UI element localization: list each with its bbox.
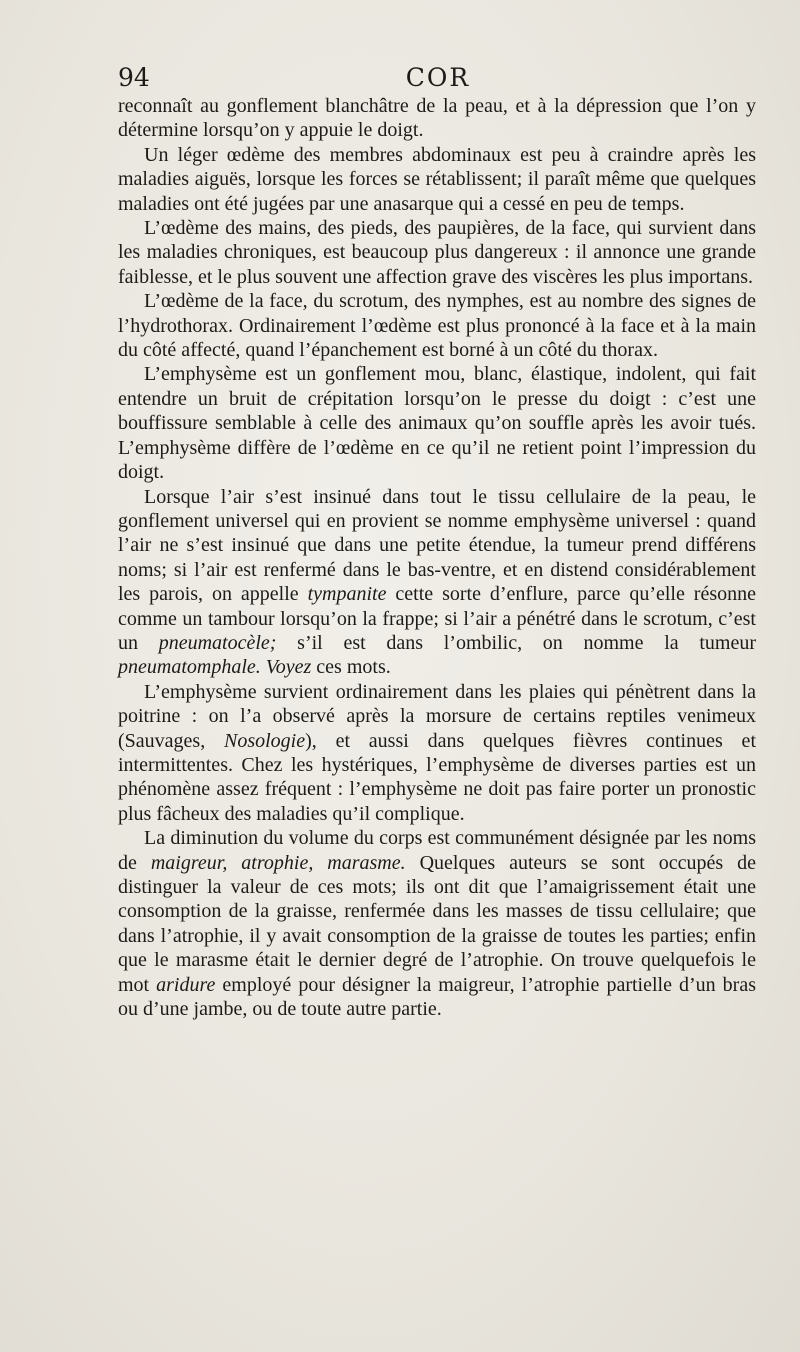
text-segment: L’emphysème est un gonflement mou, blanc, élastique, indolent, qui fait entendre un bruit de crépitation lorsqu’on le presse du doigt : c’est une bouffissure semblable à celle des animaux qu’on souffle après les avoir tués. L’emphysème diffère de l’œdème en ce qu’il ne retient point l’impression du doigt. <box>118 363 756 484</box>
text-segment: cette sorte d’enflure, parce qu’elle résonne comme un tambour lorsqu’on la frappe; si l’air a pénétré dans le scrotum, c’est un <box>118 583 756 654</box>
running-title: COR <box>405 63 471 92</box>
text-segment: L’œdème de la face, du scrotum, des nymphes, est au nombre des signes de l’hydrothorax. Ordinairement l’œdème est plus prononcé à la face et à la main du côté affecté, quand l’épanchement est borné à un côté du thorax. <box>118 290 756 362</box>
text-segment: employé pour désigner la maigreur, l’atrophie partielle d’un bras ou d’une jambe, ou de toute autre partie. <box>118 973 756 1021</box>
text-segment: ces mots. <box>311 656 391 679</box>
text-segment: s’il est dans l’ombilic, on nomme la tumeur <box>276 631 757 654</box>
italic-term: aridure <box>156 973 216 996</box>
body-text <box>118 94 756 1021</box>
italic-term: Nosologie <box>224 729 306 752</box>
text-segment: L’œdème des mains, des pieds, des paupières, de la face, qui survient dans les maladies chroniques, est beaucoup plus dangereux : il annonce une grande faiblesse, et le plus souvent une affection grave des viscères les plus importans. <box>118 217 756 288</box>
italic-term: pneumatocèle; <box>158 631 277 654</box>
page-number: 94 <box>118 63 150 92</box>
italic-term: tympanite <box>307 583 387 606</box>
text-segment: reconnaît au gonflement blanchâtre de la peau, et à la dépression que l’on y détermine lorsqu’on y appuie le doigt. <box>118 95 756 142</box>
running-head <box>118 62 758 94</box>
italic-term: maigreur, atrophie, marasme. <box>150 851 406 874</box>
text-segment: Un léger œdème des membres abdominaux est peu à craindre après les maladies aiguës, lorsque les forces se rétablissent; il paraît même que quelques maladies ont été jugées par une anasarque qui a cessé en peu de temps. <box>118 143 756 215</box>
paragraph-4 <box>118 289 756 362</box>
paragraph-7 <box>118 680 756 826</box>
text-segment: La diminution du volume du corps est communément désignée par les noms de <box>118 827 756 874</box>
paragraph-3 <box>118 216 756 289</box>
paragraph-8 <box>118 826 756 1021</box>
text-segment: Lorsque l’air s’est insinué dans tout le tissu cellulaire de la peau, le gonflement universel qui en provient se nomme emphysème universel : quand l’air ne s’est insinué que dans une petite étendue, la tumeur prend différens noms; si l’air est renfermé dans le bas-ventre, et en distend considérablement les parois, on appelle <box>118 485 756 606</box>
text-segment: Quelques auteurs se sont occupés de distinguer la valeur de ces mots; ils ont dit que l’amaigrissement était une consomption de la graisse, renfermée dans les masses de tissu cellulaire; que dans l’atrophie, il y avait consomption de la graisse de toutes les parties; enfin que le marasme était le dernier degré de l’atrophie. On trouve quelquefois le mot <box>118 851 756 996</box>
paragraph-6 <box>118 485 756 680</box>
paragraph-2 <box>118 143 756 216</box>
italic-term: pneumatomphale. Voyez <box>118 656 312 679</box>
paragraph-1 <box>118 94 756 143</box>
text-segment: ), et aussi dans quelques fièvres continues et intermittentes. Chez les hystériques, l’emphysème de diverses parties est un phénomène assez fréquent : l’emphysème ne doit pas faire porter un pronostic plus fâcheux des maladies qu’il complique. <box>118 729 756 825</box>
paragraph-5 <box>118 362 756 484</box>
text-segment: L’emphysème survient ordinairement dans les plaies qui pénètrent dans la poitrine : on l’a observé après la morsure de certains reptiles venimeux (Sauvages, <box>118 680 756 752</box>
